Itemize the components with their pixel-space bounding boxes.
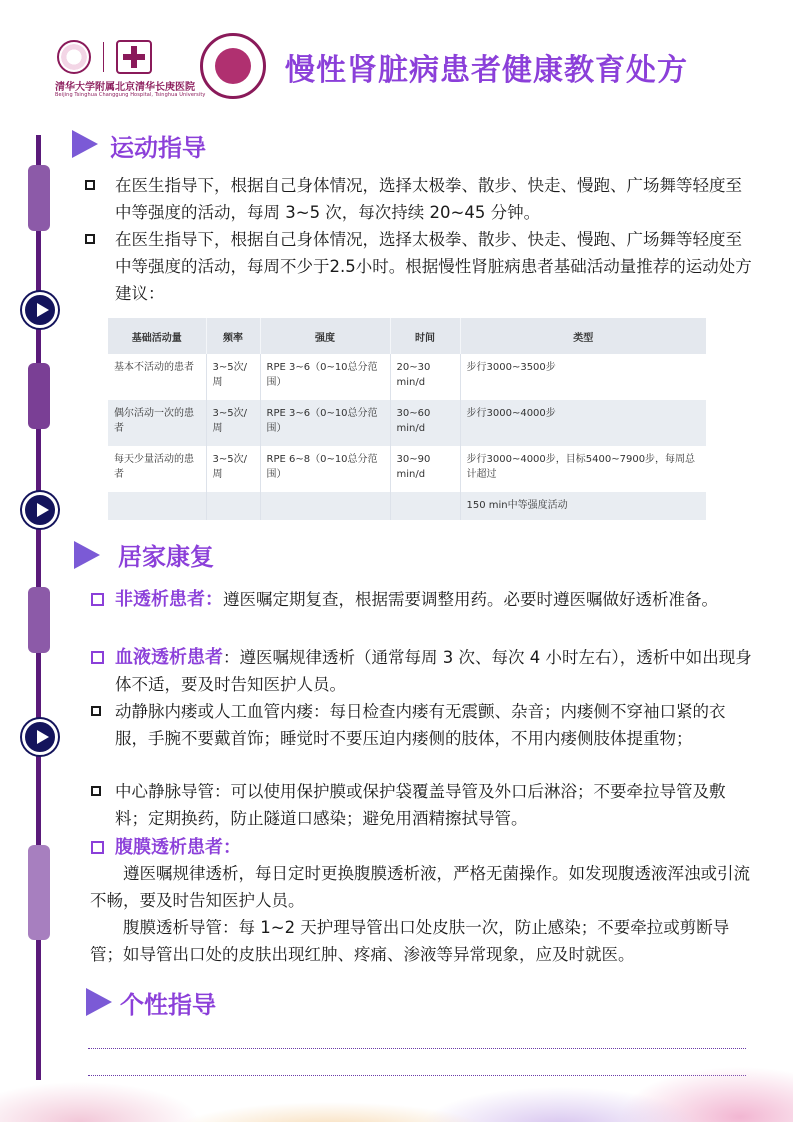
exercise-item: 在医生指导下，根据自己身体情况，选择太极拳、散步、快走、慢跑、广场舞等轻度至中等强度的活动，每周 3~5 次，每次持续 20~45 分钟。 — [85, 172, 757, 226]
checkbox-icon — [91, 841, 104, 854]
table-cell — [206, 492, 260, 520]
home-item-fistula: 动静脉内瘘或人工血管内瘘：每日检查内瘘有无震颤、杂音；内瘘侧不穿袖口紧的衣服，手腕不要戴首饰；睡觉时不要压迫内瘘侧的肢体，不用内瘘侧肢体提重物； — [85, 698, 757, 752]
section-title-home: 居家康复 — [118, 543, 214, 571]
text-non-dialysis: 遵医嘱定期复查，根据需要调整用药。必要时遵医嘱做好透析准备。 — [223, 590, 718, 609]
section-arrow-icon — [74, 541, 100, 569]
checkbox-icon — [85, 234, 95, 244]
table-cell: 150 min中等强度活动 — [460, 492, 706, 520]
timeline-pill — [28, 587, 50, 653]
table-cell: 20~30 min/d — [390, 354, 460, 400]
department-seal — [200, 33, 266, 99]
table-cell: 基本不活动的患者 — [108, 354, 206, 400]
exercise-item: 在医生指导下，根据自己身体情况，选择太极拳、散步、快走、慢跑、广场舞等轻度至中等强度的活动，每周不少于2.5小时。根据慢性肾脏病患者基础活动量推荐的运动处方建议： — [85, 226, 757, 307]
checkbox-icon — [91, 786, 101, 796]
home-item-peritoneal — [85, 834, 757, 861]
table-cell: RPE 6~8（0~10总分范围） — [260, 446, 390, 492]
footer-decoration — [0, 1032, 793, 1122]
table-header-cell: 基础活动量 — [108, 318, 206, 354]
play-icon[interactable] — [22, 292, 58, 328]
hospital-name-en: Beijing Tsinghua Changgung Hospital, Tsinghua University — [55, 92, 206, 98]
table-row — [108, 492, 706, 520]
hospital-name-cn: 清华大学附属北京清华长庚医院 — [55, 82, 195, 93]
home-item-hemodialysis — [85, 644, 757, 698]
timeline-pill — [28, 165, 50, 231]
table-cell: RPE 3~6（0~10总分范围） — [260, 354, 390, 400]
table-cell: 3~5次/周 — [206, 446, 260, 492]
timeline-pill — [28, 363, 50, 429]
table-header-cell: 强度 — [260, 318, 390, 354]
hospital-logo — [116, 40, 152, 74]
table-cell — [390, 492, 460, 520]
section-title-exercise: 运动指导 — [110, 134, 206, 162]
table-cell: 30~90 min/d — [390, 446, 460, 492]
label-non-dialysis: 非透析患者： — [115, 589, 223, 610]
peritoneal-paragraph: 遵医嘱规律透析，每日定时更换腹膜透析液，严格无菌操作。如发现腹透液浑浊或引流不畅，要及时告知医护人员。 — [90, 864, 750, 910]
play-icon[interactable] — [22, 719, 58, 755]
label-peritoneal: 腹膜透析患者： — [115, 837, 241, 858]
home-item-non-dialysis — [85, 586, 757, 613]
table-header-cell: 时间 — [390, 318, 460, 354]
table-cell: RPE 3~6（0~10总分范围） — [260, 400, 390, 446]
checkbox-icon — [85, 180, 95, 190]
table-header-cell: 类型 — [460, 318, 706, 354]
table-cell: 3~5次/周 — [206, 400, 260, 446]
section-arrow-icon — [72, 130, 98, 158]
table-row — [108, 354, 706, 400]
table-cell: 步行3000~3500步 — [460, 354, 706, 400]
label-hemodialysis: 血液透析患者 — [115, 647, 223, 668]
table-header-cell: 频率 — [206, 318, 260, 354]
checkbox-icon — [91, 706, 101, 716]
table-cell: 步行3000~4000步，目标5400~7900步，每周总计超过 — [460, 446, 706, 492]
checkbox-icon — [91, 651, 104, 664]
table-row — [108, 400, 706, 446]
timeline-pill — [28, 845, 50, 940]
page-title: 慢性肾脏病患者健康教育处方 — [285, 53, 688, 88]
table-header-row — [108, 318, 706, 354]
table-cell: 3~5次/周 — [206, 354, 260, 400]
table-cell: 偶尔活动一次的患者 — [108, 400, 206, 446]
checkbox-icon — [91, 593, 104, 606]
table-row — [108, 446, 706, 492]
table-cell — [108, 492, 206, 520]
home-item-cvc: 中心静脉导管：可以使用保护膜或保护袋覆盖导管及外口后淋浴；不要牵拉导管及敷料；定期换药，防止隧道口感染；避免用酒精擦拭导管。 — [85, 778, 757, 832]
university-logo — [57, 40, 91, 74]
table-cell: 每天少量活动的患者 — [108, 446, 206, 492]
section-title-personal: 个性指导 — [120, 991, 216, 1019]
peritoneal-catheter-paragraph: 腹膜透析导管：每 1~2 天护理导管出口处皮肤一次，防止感染；不要牵拉或剪断导管；如导管出口处的皮肤出现红肿、疼痛、渗液等异常现象，应及时就医。 — [90, 918, 730, 964]
table-cell: 步行3000~4000步 — [460, 400, 706, 446]
table-cell — [260, 492, 390, 520]
table-cell: 30~60 min/d — [390, 400, 460, 446]
play-icon[interactable] — [22, 492, 58, 528]
text-hemodialysis: ：遵医嘱规律透析（通常每周 3 次、每次 4 小时左右），透析中如出现身体不适，要及时告知医护人员。 — [115, 648, 752, 694]
exercise-prescription-table — [108, 318, 706, 520]
logo-divider — [103, 42, 104, 72]
department-seal-center — [215, 48, 251, 84]
section-arrow-icon — [86, 988, 112, 1016]
